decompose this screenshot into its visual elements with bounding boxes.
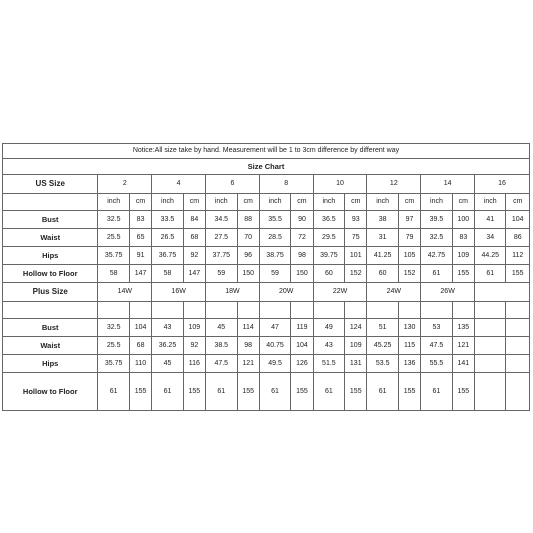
- measure-value-cell: 32.5: [98, 319, 129, 337]
- size-header-cell: 18W: [206, 283, 260, 302]
- measure-value-cell: 115: [398, 337, 420, 355]
- size-header-cell: 14: [421, 175, 475, 194]
- measure-label: Hips: [3, 247, 98, 265]
- measure-value-cell: 98: [291, 247, 313, 265]
- measure-value-cell: 98: [237, 337, 259, 355]
- measure-value-cell: 39.5: [421, 211, 452, 229]
- measure-value-cell: 36.5: [313, 211, 344, 229]
- measure-value-cell: [506, 319, 530, 337]
- measure-value-cell: 124: [345, 319, 367, 337]
- measure-value-cell: 35.75: [98, 355, 129, 373]
- measure-value-cell: 79: [398, 229, 420, 247]
- measure-value-cell: 53.5: [367, 355, 398, 373]
- measure-value-cell: 109: [452, 247, 474, 265]
- measure-value-cell: 35.75: [98, 247, 129, 265]
- notice-text: Notice:All size take by hand. Measurement will be 1 to 3cm difference by different way: [3, 144, 530, 159]
- measure-value-cell: 155: [452, 373, 474, 411]
- measure-value-cell: 32.5: [98, 211, 129, 229]
- spacer-cell: [152, 302, 183, 319]
- measure-value-cell: 61: [152, 373, 183, 411]
- measure-value-cell: 61: [313, 373, 344, 411]
- unit-inch-cell: inch: [259, 194, 290, 211]
- measure-value-cell: 104: [506, 211, 530, 229]
- size-header-cell: 16: [475, 175, 530, 194]
- spacer-cell: [452, 302, 474, 319]
- measure-value-cell: 121: [237, 355, 259, 373]
- spacer-cell: [421, 302, 452, 319]
- measure-value-cell: 109: [345, 337, 367, 355]
- measure-value-cell: 51: [367, 319, 398, 337]
- measure-label: Hips: [3, 355, 98, 373]
- measure-value-cell: 104: [129, 319, 151, 337]
- measure-value-cell: 150: [291, 265, 313, 283]
- measure-value-cell: 105: [398, 247, 420, 265]
- measure-value-cell: 34: [475, 229, 506, 247]
- plus-size-header-row: [3, 283, 530, 302]
- measure-value-cell: 155: [291, 373, 313, 411]
- size-header-cell: 20W: [259, 283, 313, 302]
- measure-label: Waist: [3, 337, 98, 355]
- measure-value-cell: 131: [345, 355, 367, 373]
- measure-value-cell: 141: [452, 355, 474, 373]
- size-header-cell: 26W: [421, 283, 475, 302]
- spacer-cell: [291, 302, 313, 319]
- unit-cm-cell: cm: [129, 194, 151, 211]
- plus-measure-row: [3, 337, 530, 355]
- measure-value-cell: 27.5: [206, 229, 237, 247]
- measure-value-cell: [506, 373, 530, 411]
- measure-value-cell: 155: [398, 373, 420, 411]
- size-header-cell: 2: [98, 175, 152, 194]
- size-chart-body: [3, 144, 530, 411]
- plus-measure-row: [3, 319, 530, 337]
- measure-value-cell: 61: [98, 373, 129, 411]
- measure-value-cell: 59: [259, 265, 290, 283]
- spacer-cell: [206, 302, 237, 319]
- unit-cm-cell: cm: [506, 194, 530, 211]
- measure-value-cell: [475, 319, 506, 337]
- measure-value-cell: 152: [345, 265, 367, 283]
- measure-value-cell: 43: [152, 319, 183, 337]
- measure-value-cell: 53: [421, 319, 452, 337]
- plus-measure-row: [3, 355, 530, 373]
- size-header-cell: 10: [313, 175, 367, 194]
- measure-value-cell: 37.75: [206, 247, 237, 265]
- measure-value-cell: 47.5: [206, 355, 237, 373]
- measure-value-cell: 35.5: [259, 211, 290, 229]
- plus-size-label: Plus Size: [3, 283, 98, 302]
- measure-value-cell: 61: [421, 265, 452, 283]
- measure-value-cell: 109: [183, 319, 205, 337]
- measure-value-cell: 114: [237, 319, 259, 337]
- measure-value-cell: 36.25: [152, 337, 183, 355]
- measure-label: Bust: [3, 211, 98, 229]
- size-chart-table: [2, 143, 530, 411]
- measure-value-cell: 86: [506, 229, 530, 247]
- measure-value-cell: 130: [398, 319, 420, 337]
- measure-value-cell: 41.25: [367, 247, 398, 265]
- size-header-cell: [475, 283, 530, 302]
- measure-value-cell: 38: [367, 211, 398, 229]
- measure-value-cell: 92: [183, 247, 205, 265]
- measure-value-cell: 101: [345, 247, 367, 265]
- measure-value-cell: 112: [506, 247, 530, 265]
- chart-title: Size Chart: [3, 159, 530, 175]
- measure-value-cell: 45: [152, 355, 183, 373]
- size-header-cell: 24W: [367, 283, 421, 302]
- measure-value-cell: 104: [291, 337, 313, 355]
- measure-label: Waist: [3, 229, 98, 247]
- spacer-cell: [237, 302, 259, 319]
- measure-value-cell: 97: [398, 211, 420, 229]
- measure-value-cell: 155: [452, 265, 474, 283]
- measure-value-cell: 31: [367, 229, 398, 247]
- measure-value-cell: 155: [506, 265, 530, 283]
- size-header-cell: 22W: [313, 283, 367, 302]
- size-header-cell: 12: [367, 175, 421, 194]
- size-chart: [2, 143, 530, 411]
- measure-value-cell: 92: [183, 337, 205, 355]
- measure-value-cell: 91: [129, 247, 151, 265]
- measure-value-cell: 135: [452, 319, 474, 337]
- plus-measure-row: [3, 373, 530, 411]
- measure-value-cell: 83: [452, 229, 474, 247]
- measure-value-cell: 68: [129, 337, 151, 355]
- unit-row: [3, 194, 530, 211]
- measure-value-cell: 51.5: [313, 355, 344, 373]
- measure-value-cell: 155: [237, 373, 259, 411]
- spacer-cell: [259, 302, 290, 319]
- measure-value-cell: 96: [237, 247, 259, 265]
- unit-inch-cell: inch: [475, 194, 506, 211]
- us-size-header-row: [3, 175, 530, 194]
- size-header-cell: 4: [152, 175, 206, 194]
- measure-value-cell: 25.5: [98, 337, 129, 355]
- size-header-cell: 8: [259, 175, 313, 194]
- measure-value-cell: 45.25: [367, 337, 398, 355]
- unit-row-label: [3, 194, 98, 211]
- measure-value-cell: 60: [313, 265, 344, 283]
- unit-inch-cell: inch: [206, 194, 237, 211]
- measure-value-cell: 147: [183, 265, 205, 283]
- measure-value-cell: 25.5: [98, 229, 129, 247]
- us-measure-row: [3, 211, 530, 229]
- measure-value-cell: 155: [345, 373, 367, 411]
- unit-cm-cell: cm: [398, 194, 420, 211]
- measure-value-cell: 42.75: [421, 247, 452, 265]
- measure-value-cell: 58: [98, 265, 129, 283]
- measure-value-cell: 26.5: [152, 229, 183, 247]
- measure-value-cell: [475, 337, 506, 355]
- measure-value-cell: 32.5: [421, 229, 452, 247]
- measure-value-cell: 55.5: [421, 355, 452, 373]
- measure-value-cell: 28.5: [259, 229, 290, 247]
- us-measure-row: [3, 265, 530, 283]
- spacer-label: [3, 302, 98, 319]
- measure-value-cell: 88: [237, 211, 259, 229]
- spacer-cell: [345, 302, 367, 319]
- spacer-cell: [313, 302, 344, 319]
- measure-value-cell: [506, 337, 530, 355]
- measure-label: Hollow to Floor: [3, 265, 98, 283]
- measure-value-cell: 90: [291, 211, 313, 229]
- unit-inch-cell: inch: [98, 194, 129, 211]
- measure-value-cell: 47.5: [421, 337, 452, 355]
- measure-value-cell: [475, 355, 506, 373]
- measure-value-cell: 68: [183, 229, 205, 247]
- measure-value-cell: 40.75: [259, 337, 290, 355]
- measure-value-cell: 59: [206, 265, 237, 283]
- notice-row: [3, 144, 530, 159]
- spacer-cell: [398, 302, 420, 319]
- measure-value-cell: 49.5: [259, 355, 290, 373]
- measure-value-cell: [506, 355, 530, 373]
- measure-value-cell: [475, 373, 506, 411]
- unit-cm-cell: cm: [345, 194, 367, 211]
- measure-value-cell: 38.75: [259, 247, 290, 265]
- measure-value-cell: 110: [129, 355, 151, 373]
- us-measure-row: [3, 247, 530, 265]
- measure-label: Bust: [3, 319, 98, 337]
- unit-inch-cell: inch: [421, 194, 452, 211]
- measure-value-cell: 49: [313, 319, 344, 337]
- measure-value-cell: 60: [367, 265, 398, 283]
- plus-spacer-row: [3, 302, 530, 319]
- spacer-cell: [98, 302, 129, 319]
- measure-value-cell: 44.25: [475, 247, 506, 265]
- measure-value-cell: 61: [421, 373, 452, 411]
- title-row: [3, 159, 530, 175]
- measure-value-cell: 65: [129, 229, 151, 247]
- size-header-cell: 6: [206, 175, 260, 194]
- us-size-label: US Size: [3, 175, 98, 194]
- measure-value-cell: 147: [129, 265, 151, 283]
- unit-cm-cell: cm: [237, 194, 259, 211]
- measure-value-cell: 84: [183, 211, 205, 229]
- measure-value-cell: 43: [313, 337, 344, 355]
- unit-cm-cell: cm: [291, 194, 313, 211]
- measure-value-cell: 152: [398, 265, 420, 283]
- measure-value-cell: 36.75: [152, 247, 183, 265]
- measure-value-cell: 75: [345, 229, 367, 247]
- measure-value-cell: 70: [237, 229, 259, 247]
- measure-value-cell: 41: [475, 211, 506, 229]
- measure-value-cell: 155: [129, 373, 151, 411]
- measure-value-cell: 33.5: [152, 211, 183, 229]
- measure-value-cell: 29.5: [313, 229, 344, 247]
- us-measure-row: [3, 229, 530, 247]
- size-header-cell: 16W: [152, 283, 206, 302]
- measure-value-cell: 38.5: [206, 337, 237, 355]
- unit-inch-cell: inch: [367, 194, 398, 211]
- unit-cm-cell: cm: [452, 194, 474, 211]
- measure-value-cell: 34.5: [206, 211, 237, 229]
- spacer-cell: [183, 302, 205, 319]
- unit-inch-cell: inch: [313, 194, 344, 211]
- measure-value-cell: 39.75: [313, 247, 344, 265]
- measure-value-cell: 72: [291, 229, 313, 247]
- measure-value-cell: 45: [206, 319, 237, 337]
- measure-value-cell: 47: [259, 319, 290, 337]
- measure-value-cell: 150: [237, 265, 259, 283]
- measure-value-cell: 61: [206, 373, 237, 411]
- unit-inch-cell: inch: [152, 194, 183, 211]
- measure-label: Hollow to Floor: [3, 373, 98, 411]
- measure-value-cell: 136: [398, 355, 420, 373]
- measure-value-cell: 119: [291, 319, 313, 337]
- measure-value-cell: 61: [259, 373, 290, 411]
- measure-value-cell: 83: [129, 211, 151, 229]
- measure-value-cell: 61: [475, 265, 506, 283]
- size-header-cell: 14W: [98, 283, 152, 302]
- measure-value-cell: 121: [452, 337, 474, 355]
- spacer-cell: [367, 302, 398, 319]
- measure-value-cell: 100: [452, 211, 474, 229]
- measure-value-cell: 93: [345, 211, 367, 229]
- unit-cm-cell: cm: [183, 194, 205, 211]
- measure-value-cell: 61: [367, 373, 398, 411]
- spacer-cell: [129, 302, 151, 319]
- measure-value-cell: 126: [291, 355, 313, 373]
- measure-value-cell: 116: [183, 355, 205, 373]
- spacer-cell: [506, 302, 530, 319]
- spacer-cell: [475, 302, 506, 319]
- measure-value-cell: 155: [183, 373, 205, 411]
- measure-value-cell: 58: [152, 265, 183, 283]
